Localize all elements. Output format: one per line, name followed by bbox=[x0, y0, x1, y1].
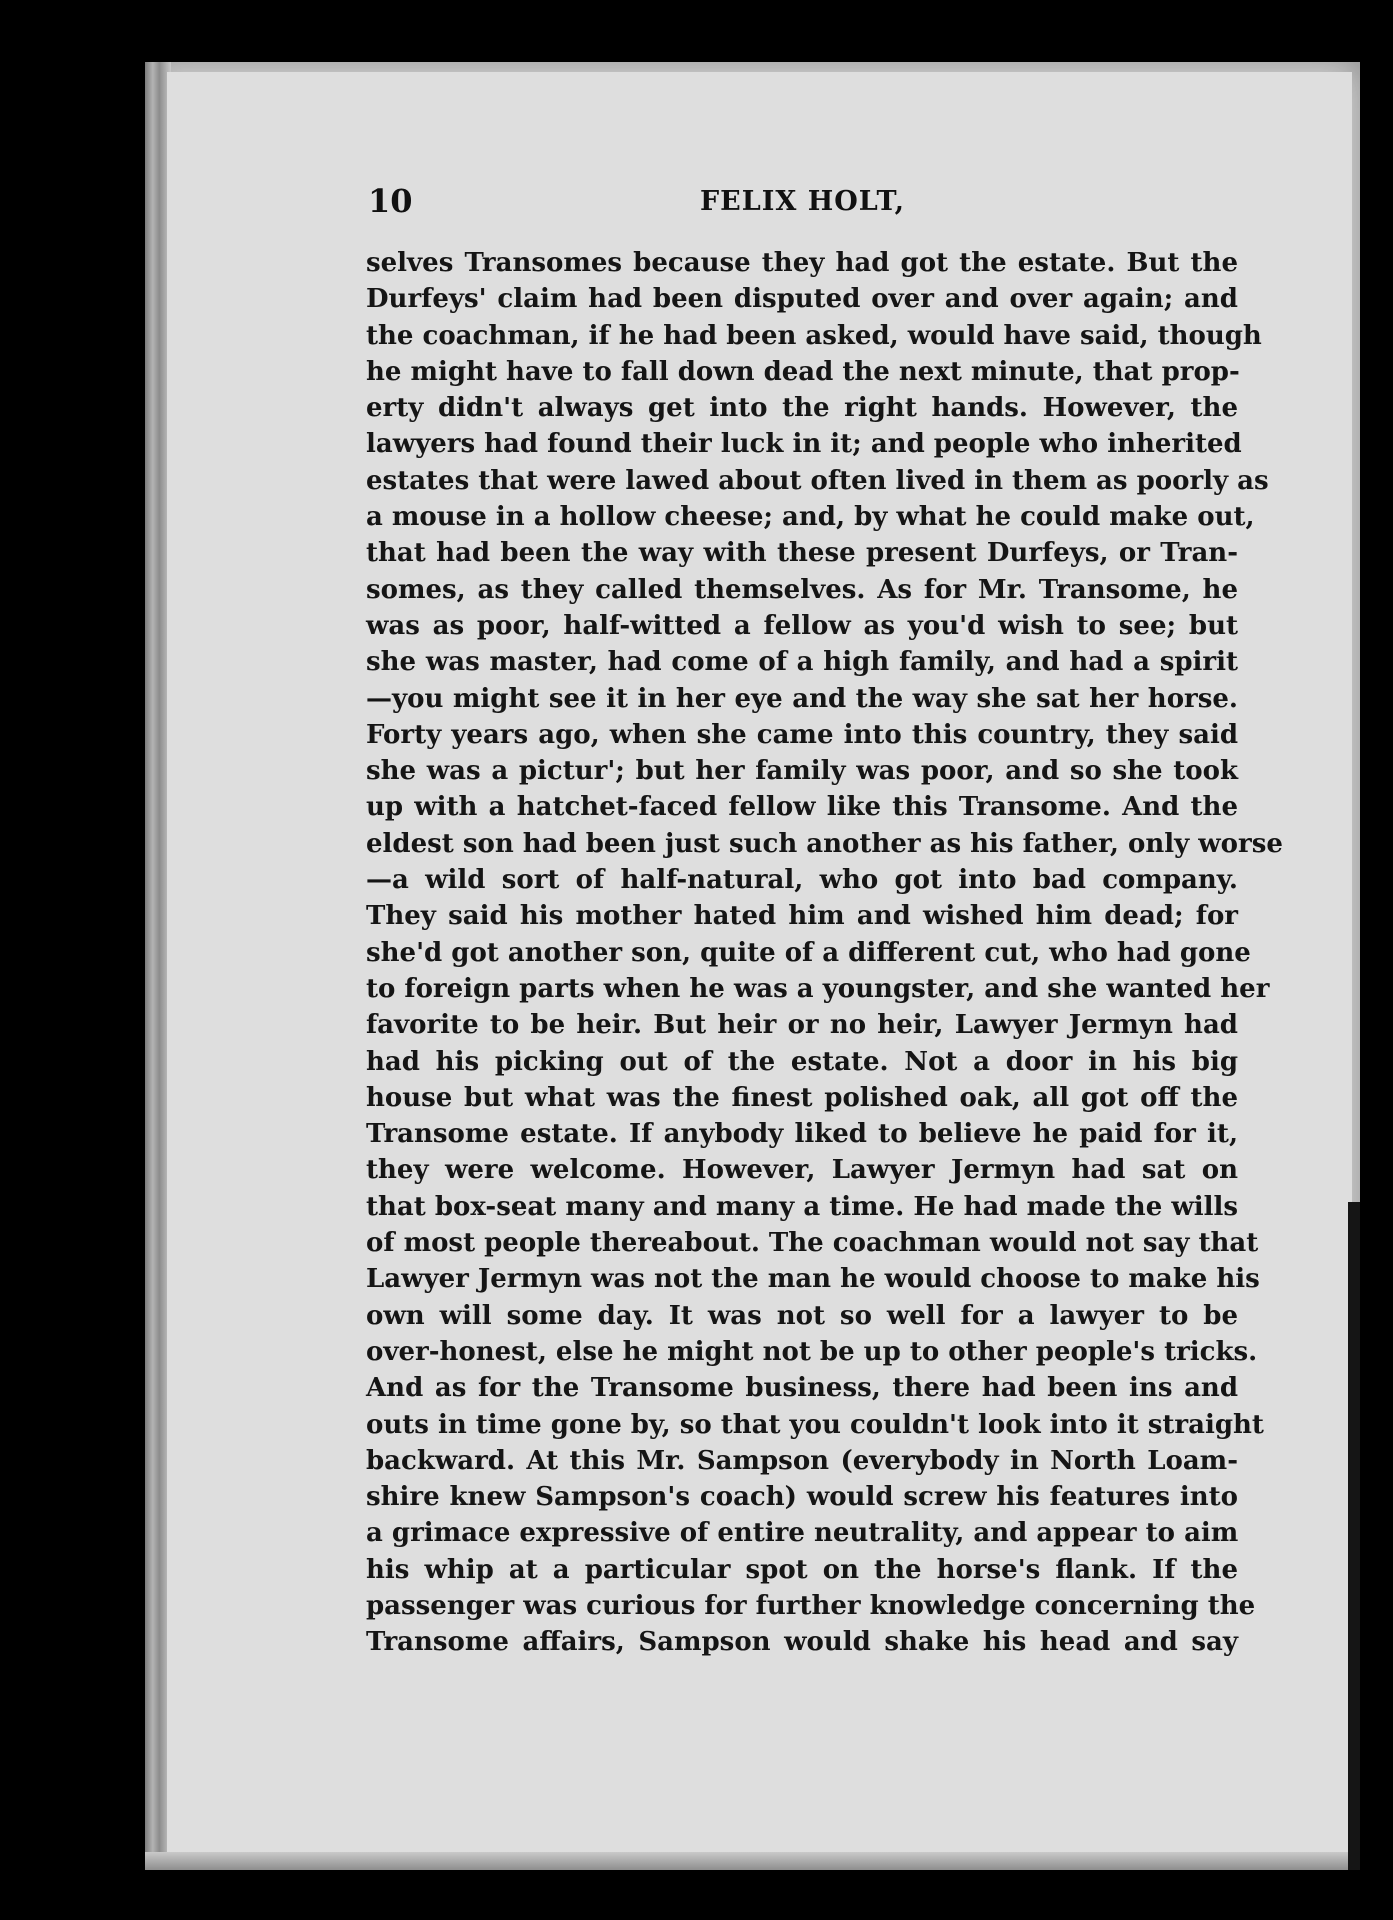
text-line: passenger was curious for further knowledge concerning the bbox=[366, 1590, 1256, 1621]
text-line: —you might see it in her eye and the way she sat her horse. bbox=[366, 683, 1238, 714]
text-line: shire knew Sampson's coach) would screw his features into bbox=[366, 1482, 1238, 1513]
text-line: Forty years ago, when she came into this country, they said bbox=[366, 719, 1238, 750]
body-text bbox=[366, 245, 1283, 1661]
text-line: had his picking out of the estate. Not a door in his big bbox=[366, 1046, 1238, 1077]
text-line: Transome affairs, Sampson would shake his head and say bbox=[366, 1627, 1238, 1658]
text-line: that had been the way with these present Durfeys, or Tran- bbox=[366, 538, 1238, 569]
page-header bbox=[368, 182, 1258, 222]
text-line: selves Transomes because they had got the estate. But the bbox=[366, 248, 1238, 278]
page-number: 10 bbox=[368, 182, 413, 220]
text-line: They said his mother hated him and wished him dead; for bbox=[366, 901, 1238, 932]
text-line: And as for the Transome business, there had been ins and bbox=[366, 1373, 1238, 1404]
text-line: over-honest, else he might not be up to other people's tricks. bbox=[366, 1336, 1258, 1367]
text-line: favorite to be heir. But heir or no heir, Lawyer Jermyn had bbox=[366, 1010, 1238, 1041]
text-line: own will some day. It was not so well for a lawyer to be bbox=[366, 1300, 1238, 1331]
text-line: to foreign parts when he was a youngster, and she wanted her bbox=[366, 973, 1270, 1004]
text-line: erty didn't always get into the right hands. However, the bbox=[366, 393, 1238, 424]
text-line: his whip at a particular spot on the horse's flank. If the bbox=[366, 1554, 1238, 1585]
text-line: of most people thereabout. The coachman would not say that bbox=[366, 1228, 1259, 1259]
text-line: they were welcome. However, Lawyer Jermyn had sat on bbox=[366, 1155, 1238, 1186]
text-line: somes, as they called themselves. As for Mr. Transome, he bbox=[366, 574, 1238, 605]
text-line: a grimace expressive of entire neutrality, and appear to aim bbox=[366, 1518, 1239, 1549]
text-line: was as poor, half-witted a fellow as you'd wish to see; but bbox=[366, 610, 1238, 641]
text-line: she'd got another son, quite of a different cut, who had gone bbox=[366, 937, 1251, 968]
text-line: she was a pictur'; but her family was poor, and so she took bbox=[366, 756, 1238, 787]
text-line: that box-seat many and many a time. He had made the wills bbox=[366, 1191, 1238, 1222]
text-line: Durfeys' claim had been disputed over and over again; and bbox=[366, 284, 1238, 315]
text-line: up with a hatchet-faced fellow like this Transome. And the bbox=[366, 792, 1238, 823]
text-line: she was master, had come of a high family, and had a spirit bbox=[366, 647, 1238, 678]
text-line: estates that were lawed about often lived in them as poorly as bbox=[366, 465, 1269, 496]
text-line: backward. At this Mr. Sampson (everybody in North Loam- bbox=[366, 1445, 1238, 1476]
text-line: he might have to fall down dead the next minute, that prop- bbox=[366, 356, 1240, 387]
text-line: Lawyer Jermyn was not the man he would choose to make his bbox=[366, 1264, 1260, 1295]
page-right-shadow bbox=[1348, 1202, 1360, 1870]
text-line: the coachman, if he had been asked, would have said, though bbox=[366, 320, 1262, 351]
text-line: lawyers had found their luck in it; and people who inherited bbox=[366, 429, 1242, 460]
text-line: Transome estate. If anybody liked to believe he paid for it, bbox=[366, 1119, 1238, 1150]
running-head: FELIX HOLT, bbox=[700, 186, 906, 217]
text-line: a mouse in a hollow cheese; and, by what he could make out, bbox=[366, 502, 1255, 533]
text-line: —a wild sort of half-natural, who got into bad company. bbox=[366, 865, 1238, 896]
text-line: outs in time gone by, so that you couldn't look into it straight bbox=[366, 1409, 1264, 1440]
text-line: house but what was the finest polished oak, all got off the bbox=[366, 1082, 1238, 1113]
page-bottom-edge bbox=[145, 1852, 1360, 1870]
text-line: eldest son had been just such another as his father, only worse bbox=[366, 828, 1283, 859]
